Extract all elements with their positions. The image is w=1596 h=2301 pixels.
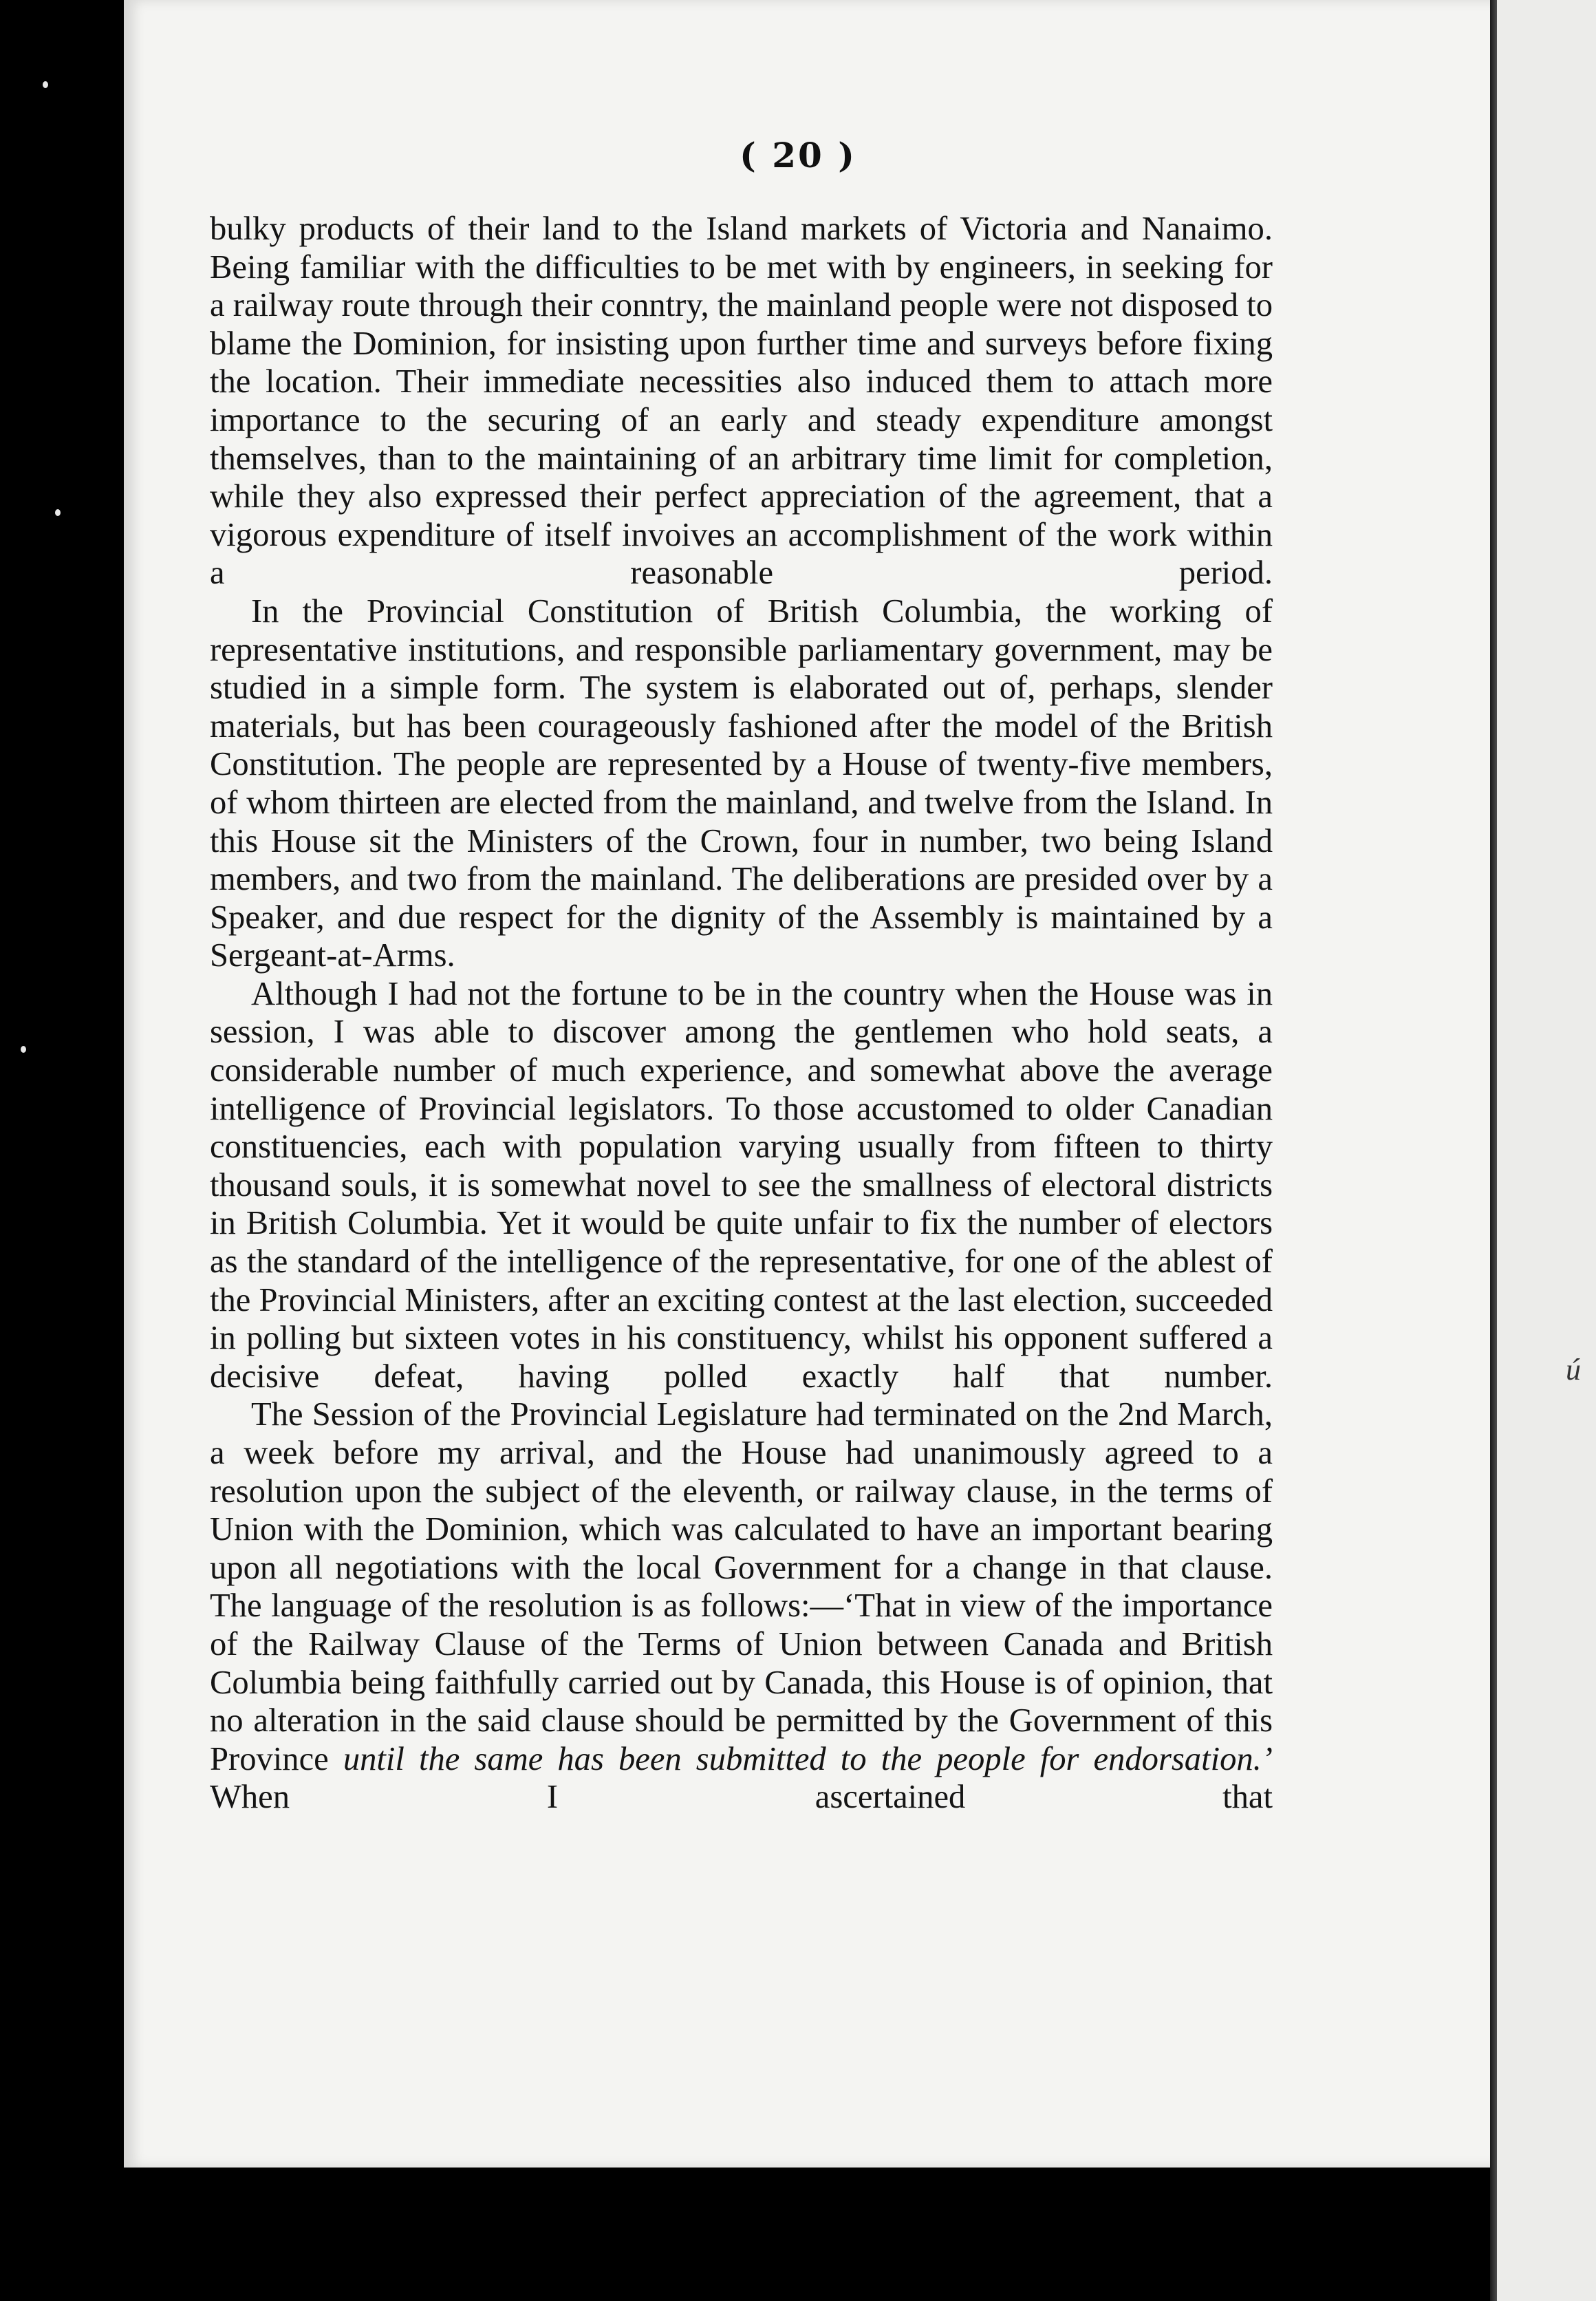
paragraph-1 [210,210,1273,592]
page-number: ( 20 ) [740,135,856,175]
paragraph-4-tail: When I ascertained that [210,1778,1273,1816]
paragraph-4 [210,1395,1273,1817]
dust-speck [43,81,48,88]
paragraph-3 [210,975,1273,1396]
facing-page-edge [1497,0,1596,2301]
paragraph-2-text: In the Provincial Constitution of British Columbia, the working of representative institutions, and responsible parliamentary government, may be studied in a simple form. The system is elaborated out of, perhaps, slender materials, but has been courageously fashioned after the model of the British Constitution. The people are represented by a House of twenty-five members, of whom thirteen are elected from the mainland, and twelve from the Island. In this House sit the Ministers of the Crown, four in number, two being Island members, and two from the mainland. The deliberations are presided over by a Speaker, and due respect for the dignity of the Assembly is maintained by a Sergeant-at-Arms. [210,592,1273,974]
dust-speck [55,509,61,516]
paragraph-2 [210,592,1273,975]
paragraph-4-italic: until the same has been submitted to the people for endorsation.’ [343,1740,1273,1777]
facing-page-mark: ú [1566,1353,1581,1387]
body-text [210,210,1273,1817]
paragraph-4-text: The Session of the Provincial Legislature had terminated on the 2nd March, a week before my arrival, and the House had unanimously agreed to a resolution upon the subject of the eleventh, or railway clause, in the terms of Union with the Dominion, which was calculated to have an important bearing upon all negotiations with the local Government for a change in that clause. The language of the resolution is as follows:—‘That in view of the importance of the Railway Clause of the Terms of Union between Canada and British Columbia being faithfully carried out by Canada, this House is of opinion, that no alteration in the said clause should be permitted by the Government of this Province [210,1395,1273,1777]
paragraph-3-text: Although I had not the fortune to be in the country when the House was in session, I was able to discover among the gentlemen who hold seats, a considerable number of much experience, and somewhat above the average intelligence of Provincial legislators. To those accustomed to older Canadian constituencies, each with population varying usually from fifteen to thirty thousand souls, it is somewhat novel to see the smallness of electoral districts in British Columbia. Yet it would be quite unfair to fix the number of electors as the standard of the intelligence of the representative, for one of the ablest of the Provincial Ministers, after an exciting contest at the last election, succeeded in polling but sixteen votes in his constituency, whilst his opponent suffered a decisive defeat, having polled exactly half that number. [210,974,1273,1395]
paragraph-1-text: bulky products of their land to the Island markets of Victoria and Nanaimo. Being familiar with the difficulties to be met with by engineers, in seeking for a railway route through their conntry, the mainland people were not disposed to blame the Dominion, for insisting upon further time and surveys before fixing the location. Their immediate necessities also induced them to attach more importance to the securing of an early and steady expenditure amongst themselves, than to the maintaining of an arbitrary time limit for completion, while they also expressed their perfect appreciation of the agreement, that a vigorous expenditure of itself invoives an accomplishment of the work within a reasonable period. [210,210,1273,592]
dust-speck [21,1046,26,1053]
